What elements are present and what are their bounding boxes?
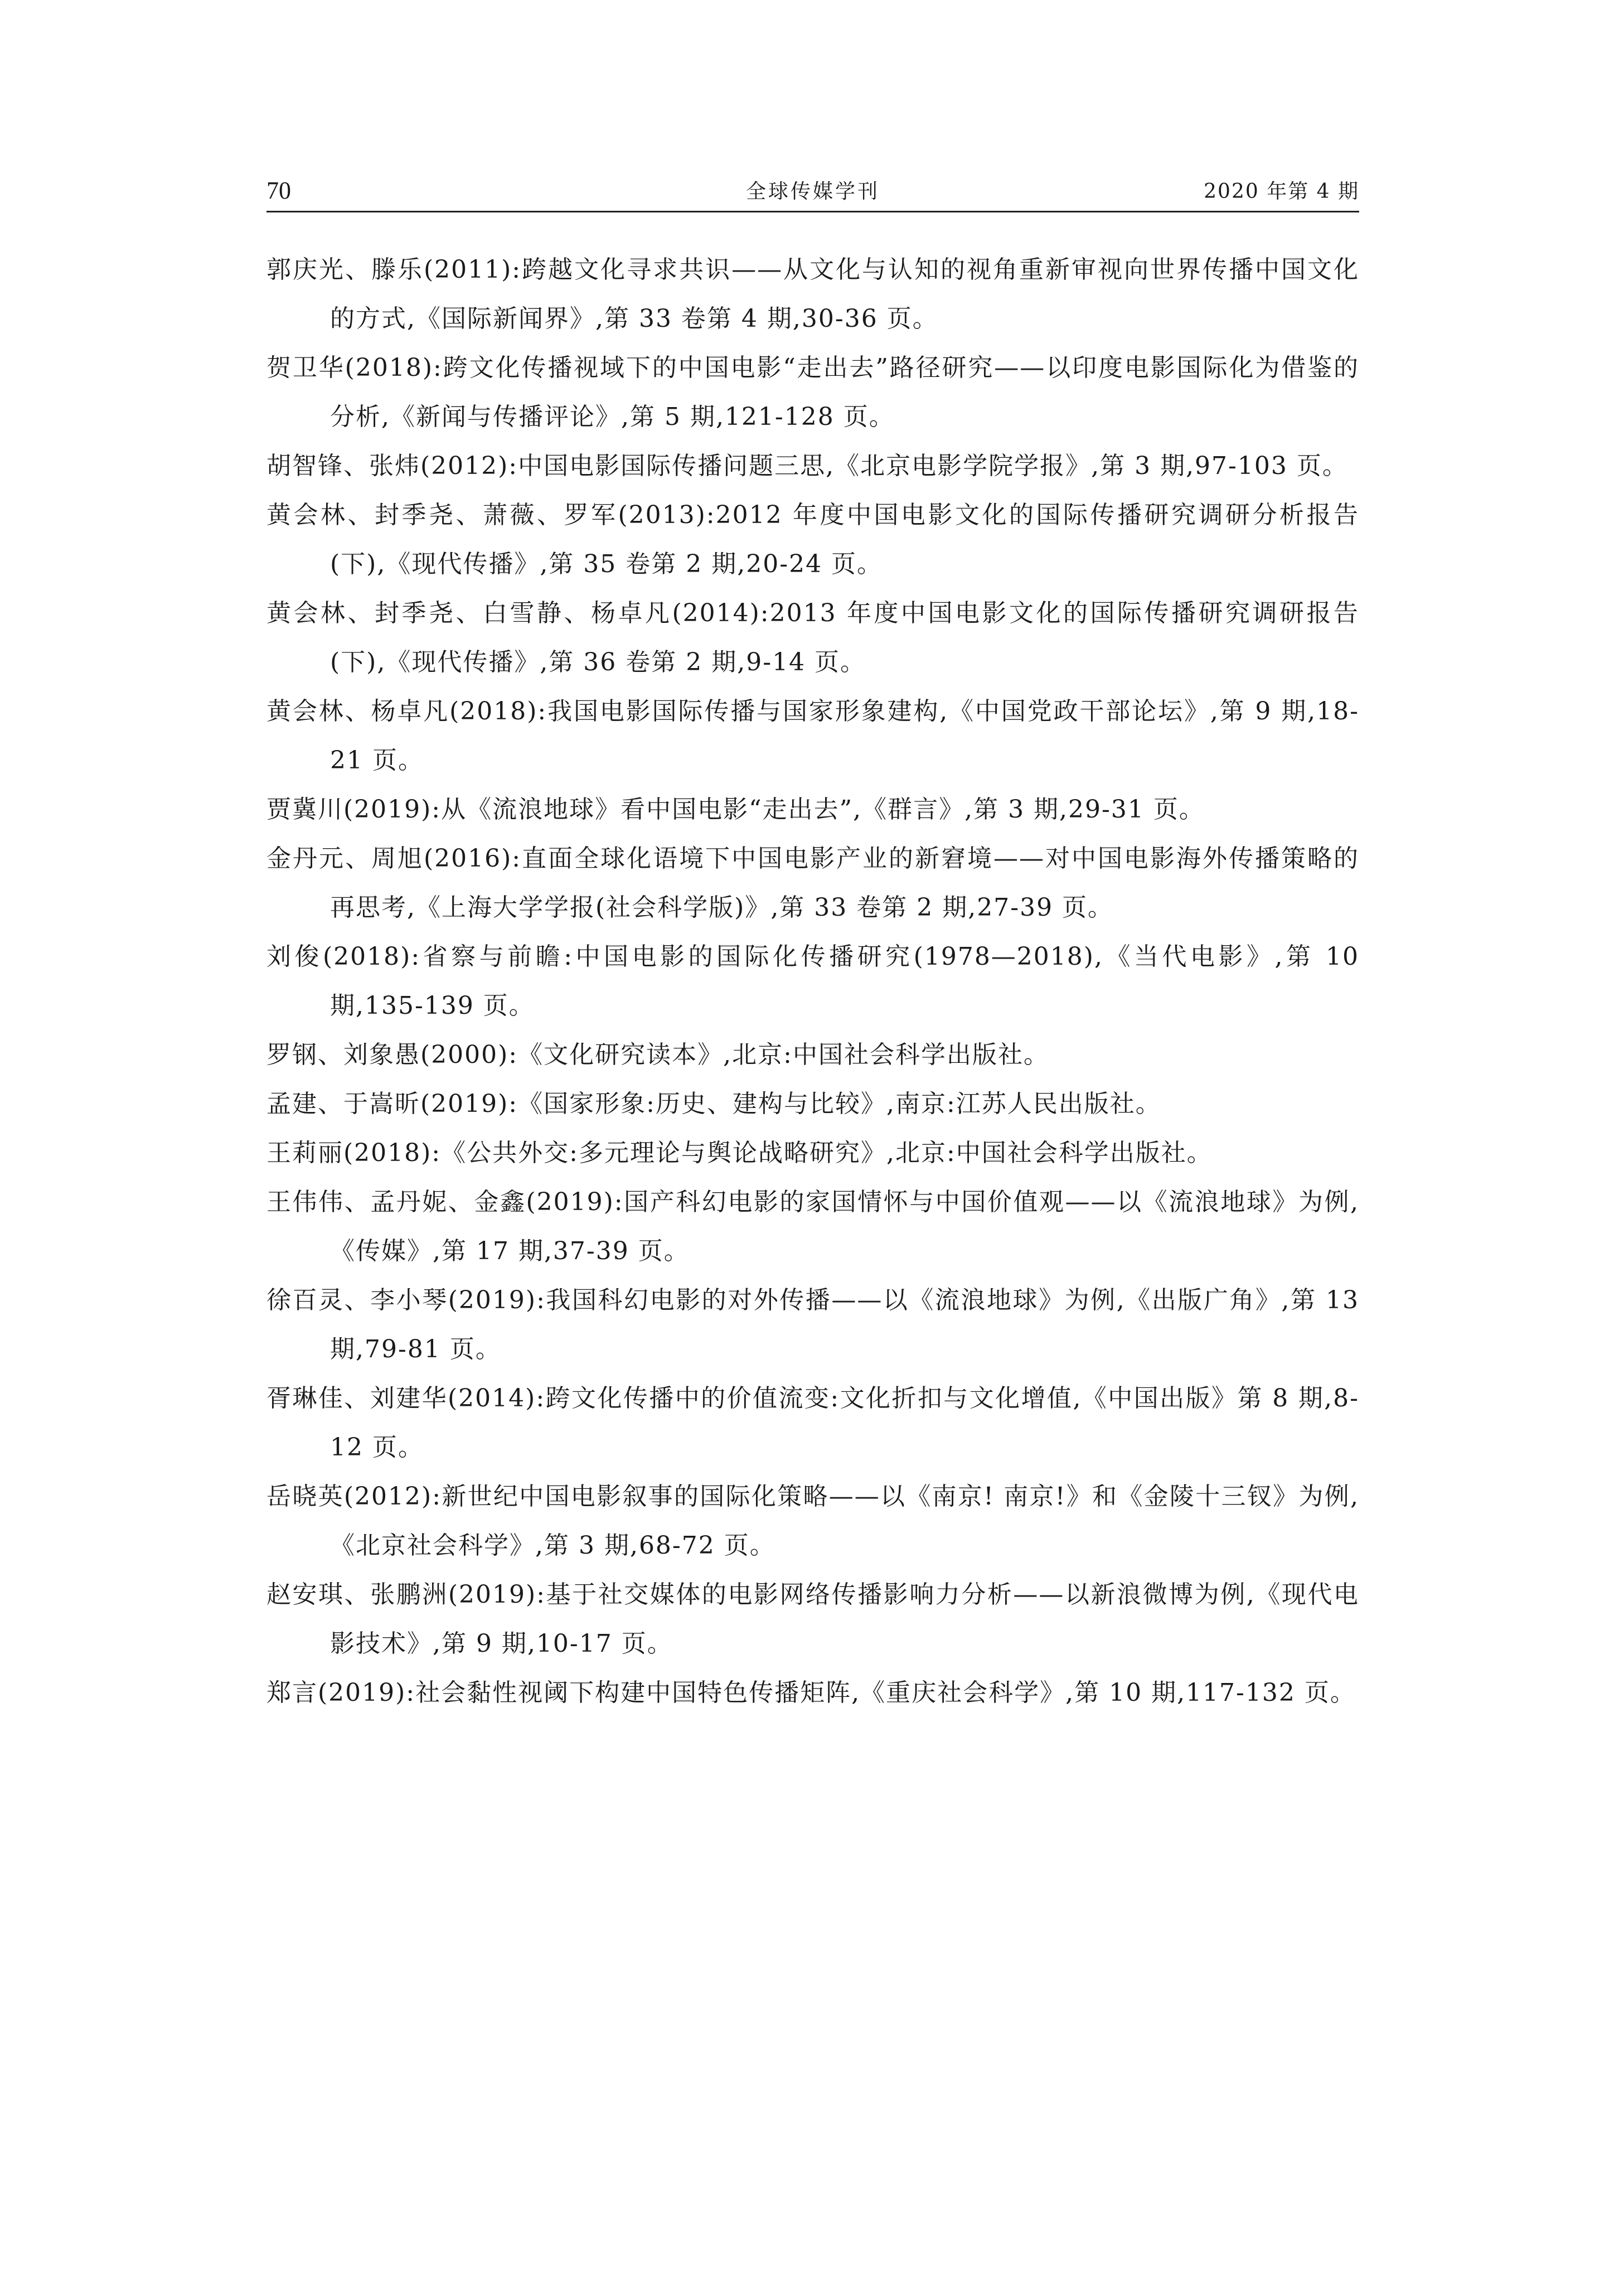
journal-title: 全球传媒学刊 [745, 180, 880, 203]
reference-entry: 孟建、于嵩昕(2019):《国家形象:历史、建构与比较》,南京:江苏人民出版社。 [266, 1090, 1161, 1118]
reference-entry: 贾冀川(2019):从《流浪地球》看中国电影“走出去”,《群言》,第 3 期,29-31 页。 [266, 795, 1205, 824]
issue-label: 2020 年第 4 期 [1204, 180, 1359, 203]
reference-entry: 黄会林、封季尧、白雪静、杨卓凡(2014):2013 年度中国电影文化的国际传播研究调研报告(下),《现代传播》,第 36 卷第 2 期,9-14 页。 [266, 599, 1359, 676]
reference-entry: 王伟伟、孟丹妮、金鑫(2019):国产科幻电影的家国情怀与中国价值观——以《流浪地球》为例,《传媒》,第 17 期,37-39 页。 [266, 1188, 1359, 1265]
reference-entry: 郭庆光、滕乐(2011):跨越文化寻求共识——从文化与认知的视角重新审视向世界传播中国文化的方式,《国际新闻界》,第 33 卷第 4 期,30-36 页。 [266, 255, 1359, 333]
header-rule [266, 211, 1359, 212]
reference-entry: 胡智锋、张炜(2012):中国电影国际传播问题三思,《北京电影学院学报》,第 3 期,97-103 页。 [266, 452, 1348, 480]
reference-entry: 王莉丽(2018):《公共外交:多元理论与舆论战略研究》,北京:中国社会科学出版社。 [266, 1139, 1213, 1167]
reference-entry: 岳晓英(2012):新世纪中国电影叙事的国际化策略——以《南京! 南京!》和《金陵十三钗》为例,《北京社会科学》,第 3 期,68-72 页。 [266, 1482, 1359, 1560]
running-header [266, 174, 1359, 211]
reference-entry: 罗钢、刘象愚(2000):《文化研究读本》,北京:中国社会科学出版社。 [266, 1041, 1049, 1069]
reference-entry: 胥琳佳、刘建华(2014):跨文化传播中的价值流变:文化折扣与文化增值,《中国出版》第 8 期,8-12 页。 [266, 1384, 1359, 1462]
reference-entry: 赵安琪、张鹏洲(2019):基于社交媒体的电影网络传播影响力分析——以新浪微博为例,《现代电影技术》,第 9 期,10-17 页。 [266, 1580, 1359, 1658]
reference-entry: 徐百灵、李小琴(2019):我国科幻电影的对外传播——以《流浪地球》为例,《出版广角》,第 13 期,79-81 页。 [266, 1286, 1359, 1363]
reference-entry: 金丹元、周旭(2016):直面全球化语境下中国电影产业的新窘境——对中国电影海外传播策略的再思考,《上海大学学报(社会科学版)》,第 33 卷第 2 期,27-39 页。 [266, 844, 1359, 922]
reference-entry: 郑言(2019):社会黏性视阈下构建中国特色传播矩阵,《重庆社会科学》,第 10 期,117-132 页。 [266, 1679, 1356, 1707]
page-number: 70 [266, 177, 291, 204]
reference-entry: 黄会林、封季尧、萧薇、罗军(2013):2012 年度中国电影文化的国际传播研究调研分析报告(下),《现代传播》,第 35 卷第 2 期,20-24 页。 [266, 501, 1359, 578]
reference-entry: 黄会林、杨卓凡(2018):我国电影国际传播与国家形象建构,《中国党政干部论坛》,第 9 期,18-21 页。 [266, 697, 1359, 775]
reference-entry: 贺卫华(2018):跨文化传播视域下的中国电影“走出去”路径研究——以印度电影国际化为借鉴的分析,《新闻与传播评论》,第 5 期,121-128 页。 [266, 354, 1359, 431]
reference-entry: 刘俊(2018):省察与前瞻:中国电影的国际化传播研究(1978—2018),《当代电影》,第 10 期,135-139 页。 [266, 942, 1359, 1020]
reference-list [266, 245, 1359, 1718]
